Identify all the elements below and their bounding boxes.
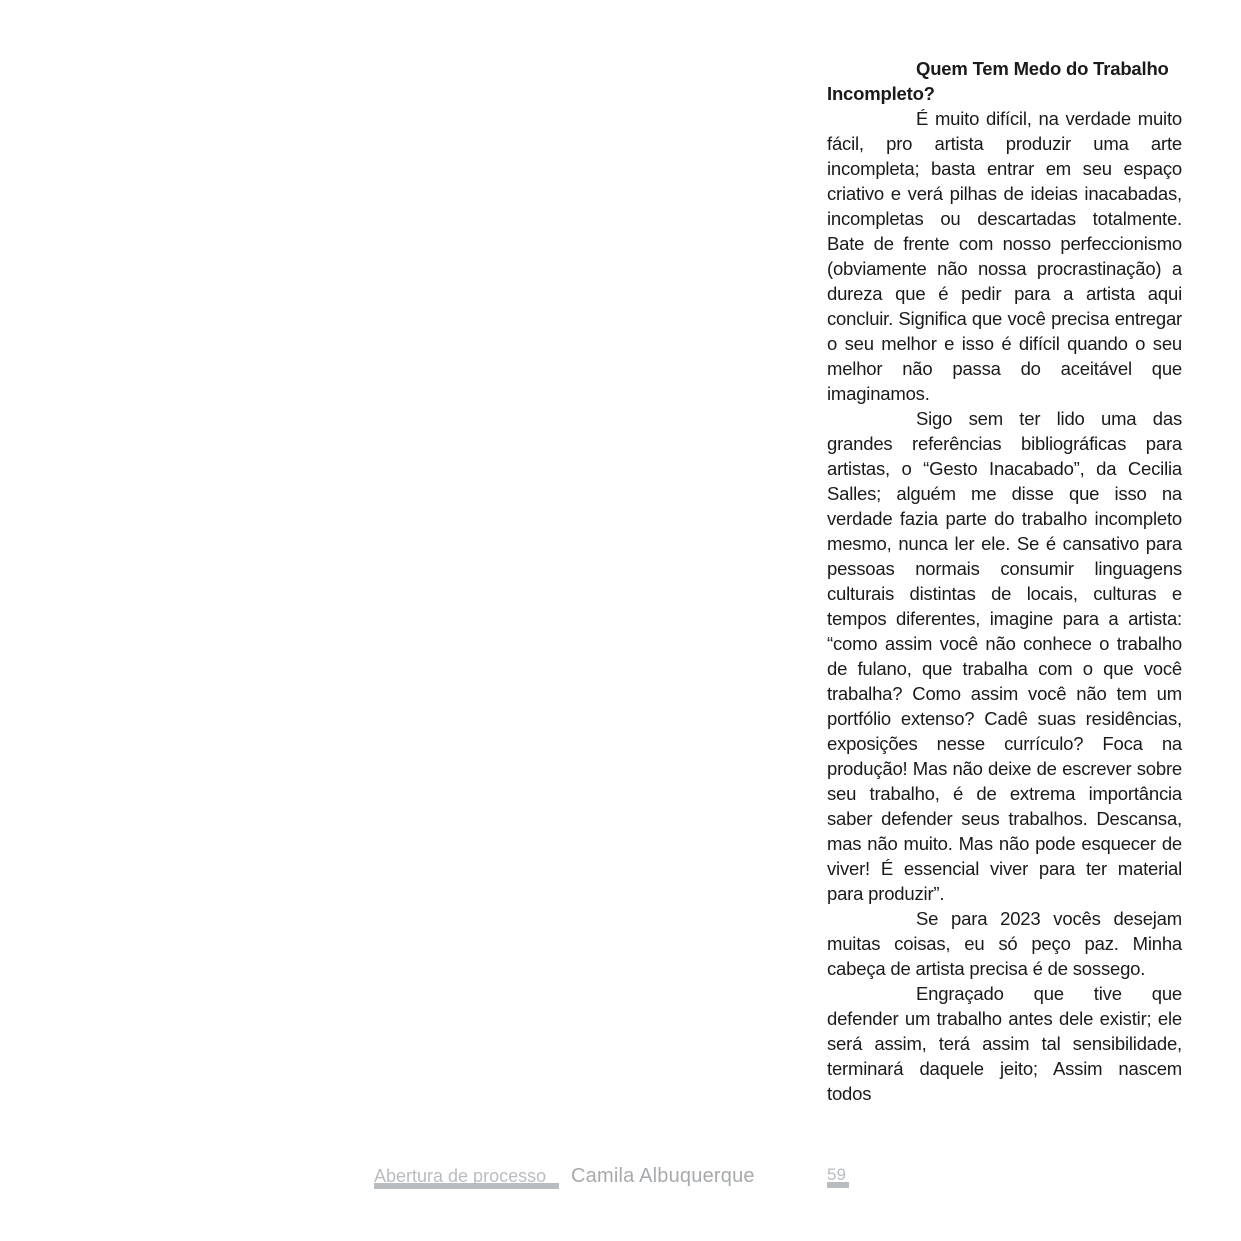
article-paragraph-3: Se para 2023 vocês desejam muitas coisas, eu só peço paz. Minha cabeça de artista precisa é de sossego. xyxy=(827,908,1182,979)
page-footer xyxy=(0,1163,1241,1193)
article-paragraph-4: Engraçado que tive que defender um trabalho antes dele existir; ele será assim, terá assim tal sensibilidade, terminará daquele jeito; Assim nascem todos xyxy=(827,983,1182,1104)
article-paragraph-2: Sigo sem ter lido uma das grandes referências bibliográficas para artistas, o “Gesto Inacabado”, da Cecilia Salles; alguém me disse que isso na verdade fazia parte do trabalho incompleto mesmo, nunca ler ele. Se é cansativo para pessoas normais consumir linguagens culturais distintas de locais, culturas e tempos diferentes, imagine para a artista: “como assim você não conhece o trabalho de fulano, que trabalha com o que você trabalha? Como assim você não tem um portfólio extenso? Cadê suas residências, exposições nesse currículo? Foca na produção! Mas não deixe de escrever sobre seu trabalho, é de extrema importância saber defender seus trabalhos. Descansa, mas não muito. Mas não pode esquecer de viver! É essencial viver para ter material para produzir”. xyxy=(827,408,1182,904)
page-number: 59 xyxy=(827,1165,846,1184)
article-paragraph-1: É muito difícil, na verdade muito fácil, pro artista produzir uma arte incompleta; basta entrar em seu espaço criativo e verá pilhas de ideias inacabadas, incompletas ou descartadas totalmente. Bate de frente com nosso perfeccionismo (obviamente não nossa procrastinação) a dureza que é pedir para a artista aqui concluir. Significa que você precisa entregar o seu melhor e isso é difícil quando o seu melhor não passa do aceitável que imaginamos. xyxy=(827,108,1182,404)
article-column xyxy=(827,56,1182,1106)
article-title: Quem Tem Medo do Trabalho Incompleto? xyxy=(827,58,1169,104)
footer-author: Camila Albuquerque xyxy=(571,1165,755,1187)
footer-section-title: Abertura de processo xyxy=(374,1166,547,1186)
